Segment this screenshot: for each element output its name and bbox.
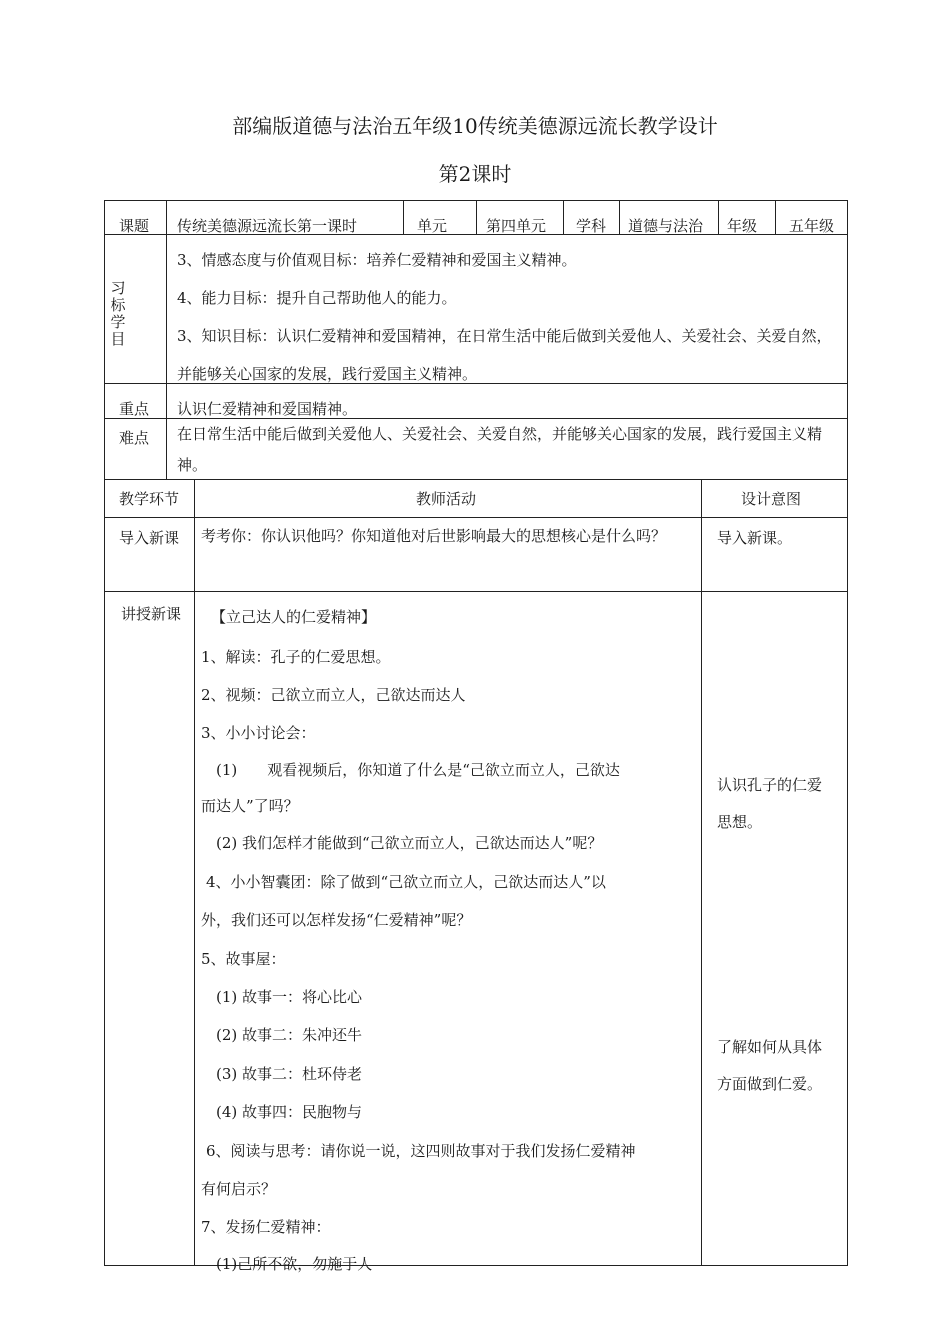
- lecture-line: 【立己达人的仁爱精神】: [211, 608, 377, 626]
- course-label: 课题: [119, 217, 150, 235]
- design-intent-header: 设计意图: [741, 490, 802, 508]
- objectives-label-char: 目: [110, 330, 126, 348]
- lecture-line: 2、视频：己欲立而立人，己欲达而达人: [201, 686, 466, 704]
- key-point-label: 重点: [119, 400, 150, 418]
- lecture-line: (1)己所不欲，勿施于人: [216, 1255, 373, 1273]
- intro-stage: 导入新课: [119, 529, 180, 547]
- lecture-intent: 了解如何从具体: [717, 1038, 823, 1056]
- row-divider: [104, 591, 848, 592]
- intro-intent: 导入新课。: [717, 529, 793, 547]
- document-title: 部编版道德与法治五年级10传统美德源远流长教学设计: [232, 114, 718, 138]
- objectives-label: [109, 280, 127, 348]
- col-divider: [775, 200, 776, 234]
- col-divider: [476, 200, 477, 234]
- col-divider: [718, 200, 719, 234]
- lecture-line: 外，我们还可以怎样发扬“仁爱精神”呢？: [201, 911, 472, 929]
- col-divider: [701, 479, 702, 1266]
- objective-knowledge: 3、知识目标：认识仁爱精神和爱国精神，在日常生活中能后做到关爱他人、关爱社会、关爱自然，并能够关心国家的发展，践行爱国主义精神。: [177, 327, 832, 383]
- lecture-line: (3) 故事二：杜环侍老: [216, 1065, 363, 1083]
- objectives-label-char: 标: [110, 296, 126, 314]
- lecture-line: 而达人”了吗？: [201, 797, 299, 815]
- col-divider: [563, 200, 564, 234]
- document-subtitle: 第2课时: [438, 162, 512, 186]
- col-divider: [619, 200, 620, 234]
- lecture-line: (4) 故事四：民胞物与: [216, 1103, 363, 1121]
- lecture-line: 3、小小讨论会：: [201, 724, 316, 742]
- unit-value: 第四单元: [486, 217, 547, 235]
- lecture-line: 5、故事屋：: [201, 950, 286, 968]
- subject-value: 道德与法治: [628, 217, 704, 235]
- lecture-line: 4、小小智囊团：除了做到“己欲立而立人，己欲达而达人”以: [206, 873, 606, 891]
- difficulty-label: 难点: [119, 429, 150, 447]
- lecture-line: (2) 我们怎样才能做到“己欲立而立人，己欲达而达人”呢？: [216, 834, 603, 852]
- lecture-line: (1) 观看视频后，你知道了什么是“己欲立而立人，己欲达: [216, 761, 620, 779]
- row-divider: [104, 517, 848, 518]
- grade-label: 年级: [727, 217, 758, 235]
- intro-teacher-activity: 考考你：你认识他吗？你知道他对后世影响最大的思想核心是什么吗？: [201, 527, 667, 545]
- course-value: 传统美德源远流长第一课时: [177, 217, 358, 235]
- lecture-line: 有何启示？: [201, 1180, 277, 1198]
- col-divider: [194, 479, 195, 1266]
- teacher-activity-header: 教师活动: [416, 490, 477, 508]
- lecture-line: (1) 故事一：将心比心: [216, 988, 363, 1006]
- col-divider: [403, 200, 404, 234]
- lecture-stage: 讲授新课: [121, 605, 182, 623]
- key-point-value: 认识仁爱精神和爱国精神。: [177, 400, 358, 418]
- objective-ability: 4、能力目标：提升自己帮助他人的能力。: [177, 289, 457, 307]
- difficulty-value: 在日常生活中能后做到关爱他人、关爱社会、关爱自然，并能够关心国家的发展，践行爱国主义精神。: [177, 425, 823, 474]
- lecture-intent: 认识孔子的仁爱: [717, 776, 823, 794]
- objectives-label-char: 习: [110, 279, 126, 297]
- lecture-line: 7、发扬仁爱精神：: [201, 1218, 331, 1236]
- subject-label: 学科: [576, 217, 607, 235]
- grade-value: 五年级: [789, 217, 835, 235]
- unit-label: 单元: [417, 217, 448, 235]
- objectives-label-char: 学: [110, 313, 126, 331]
- lecture-line: 1、解读：孔子的仁爱思想。: [201, 648, 391, 666]
- lecture-intent: 思想。: [717, 813, 763, 831]
- lecture-line: 6、阅读与思考：请你说一说，这四则故事对于我们发扬仁爱精神: [206, 1142, 636, 1160]
- lecture-line: (2) 故事二：朱冲还牛: [216, 1026, 363, 1044]
- lecture-intent: 方面做到仁爱。: [717, 1075, 823, 1093]
- stage-header: 教学环节: [119, 490, 180, 508]
- objective-emotion: 3、情感态度与价值观目标：培养仁爱精神和爱国主义精神。: [177, 251, 577, 269]
- col-divider: [166, 200, 167, 480]
